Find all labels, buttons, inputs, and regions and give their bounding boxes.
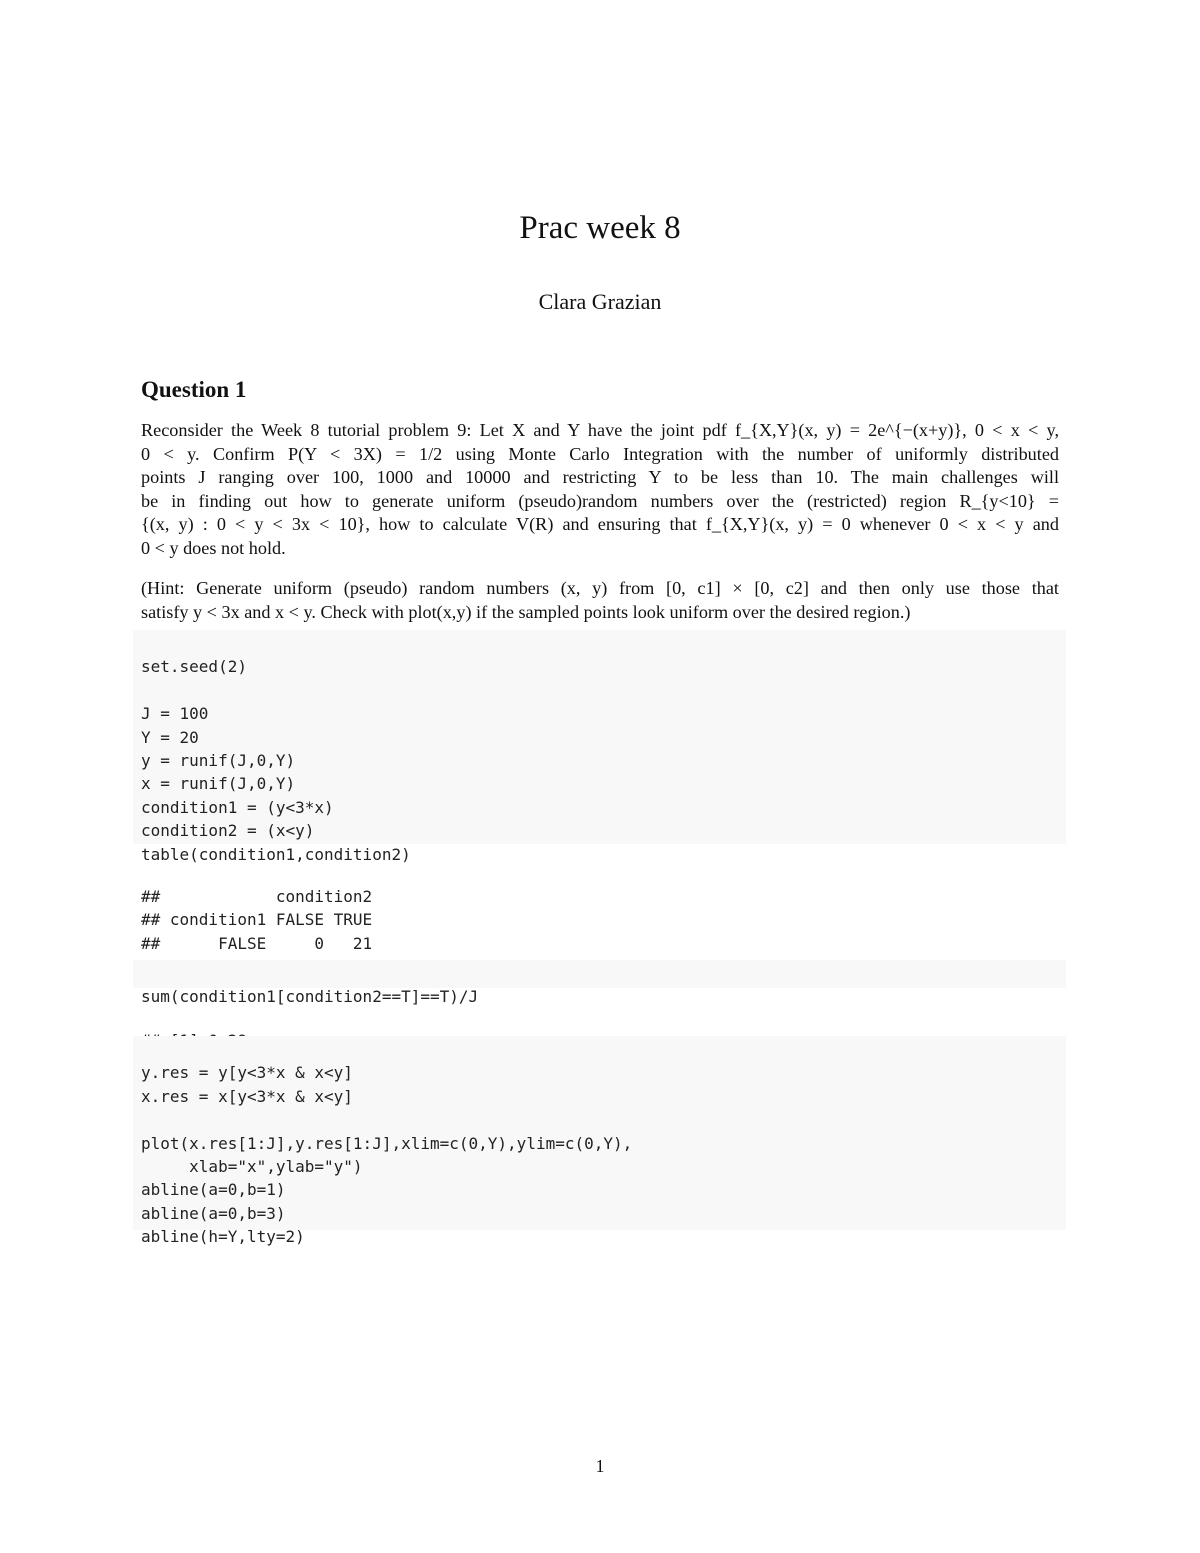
output-line: ## condition2	[141, 886, 373, 906]
code-line: Y = 20	[141, 727, 199, 747]
code-line	[141, 679, 1066, 702]
code-block	[133, 1036, 1066, 1247]
code-line: J = 100	[141, 704, 209, 724]
paragraph-line: {(x, y) : 0 < y < 3x < 10}, how to calculate V(R) and ensuring that f_{X,Y}(x, y) = 0 whenever 0 < x < y and	[141, 514, 1059, 534]
document-title: Prac week 8	[519, 210, 681, 246]
code-block	[133, 960, 1066, 1007]
code-line	[141, 1108, 1066, 1131]
code-line: condition2 = (x<y)	[141, 821, 315, 841]
output-line: ## condition1 FALSE TRUE	[141, 910, 373, 930]
paragraph-line: (Hint: Generate uniform (pseudo) random numbers (x, y) from [0, c1] × [0, c2] and then only use those that	[141, 578, 1059, 598]
code-line: x = runif(J,0,Y)	[141, 774, 296, 794]
code-line: xlab="x",ylab="y")	[141, 1157, 363, 1177]
code-line: y = runif(J,0,Y)	[141, 751, 296, 771]
problem-paragraph	[141, 419, 1059, 560]
author-name: Clara Grazian	[538, 289, 662, 314]
code-line: x.res = x[y<3*x & x<y]	[141, 1086, 353, 1106]
code-line: condition1 = (y<3*x)	[141, 797, 334, 817]
code-block	[133, 630, 1066, 864]
code-line: y.res = y[y<3*x & x<y]	[141, 1063, 353, 1083]
hint-paragraph	[141, 577, 1059, 624]
output-line: ## FALSE 0 21	[141, 933, 373, 953]
page-number: 1	[595, 1456, 605, 1476]
paragraph-line: Reconsider the Week 8 tutorial problem 9: Let X and Y have the joint pdf f_{X,Y}(x, y) = 2e^{−(x+y)}, 0 < x < y,	[141, 420, 1059, 440]
code-line: abline(a=0,b=3)	[141, 1203, 286, 1223]
code-line: plot(x.res[1:J],y.res[1:J],xlim=c(0,Y),ylim=c(0,Y),	[141, 1133, 633, 1153]
code-line: abline(a=0,b=1)	[141, 1180, 286, 1200]
paragraph-line: 0 < y does not hold.	[141, 537, 286, 558]
code-line: sum(condition1[condition2==T]==T)/J	[141, 987, 479, 1007]
paragraph-line: points J ranging over 100, 1000 and 10000 and restricting Y to be less than 10. The main challenges will	[141, 467, 1059, 487]
paragraph-line: be in finding out how to generate uniform (pseudo)random numbers over the (restricted) region R_{y<10} =	[141, 490, 1059, 511]
paragraph-line: 0 < y. Confirm P(Y < 3X) = 1/2 using Monte Carlo Integration with the number of uniformly distributed	[141, 443, 1059, 464]
code-line: abline(h=Y,lty=2)	[141, 1227, 305, 1247]
paragraph-line: satisfy y < 3x and x < y. Check with plot(x,y) if the sampled points look uniform over the desired region.)	[141, 601, 911, 622]
code-line: set.seed(2)	[141, 657, 247, 677]
question-heading: Question 1	[141, 377, 247, 402]
code-line: table(condition1,condition2)	[141, 844, 411, 864]
